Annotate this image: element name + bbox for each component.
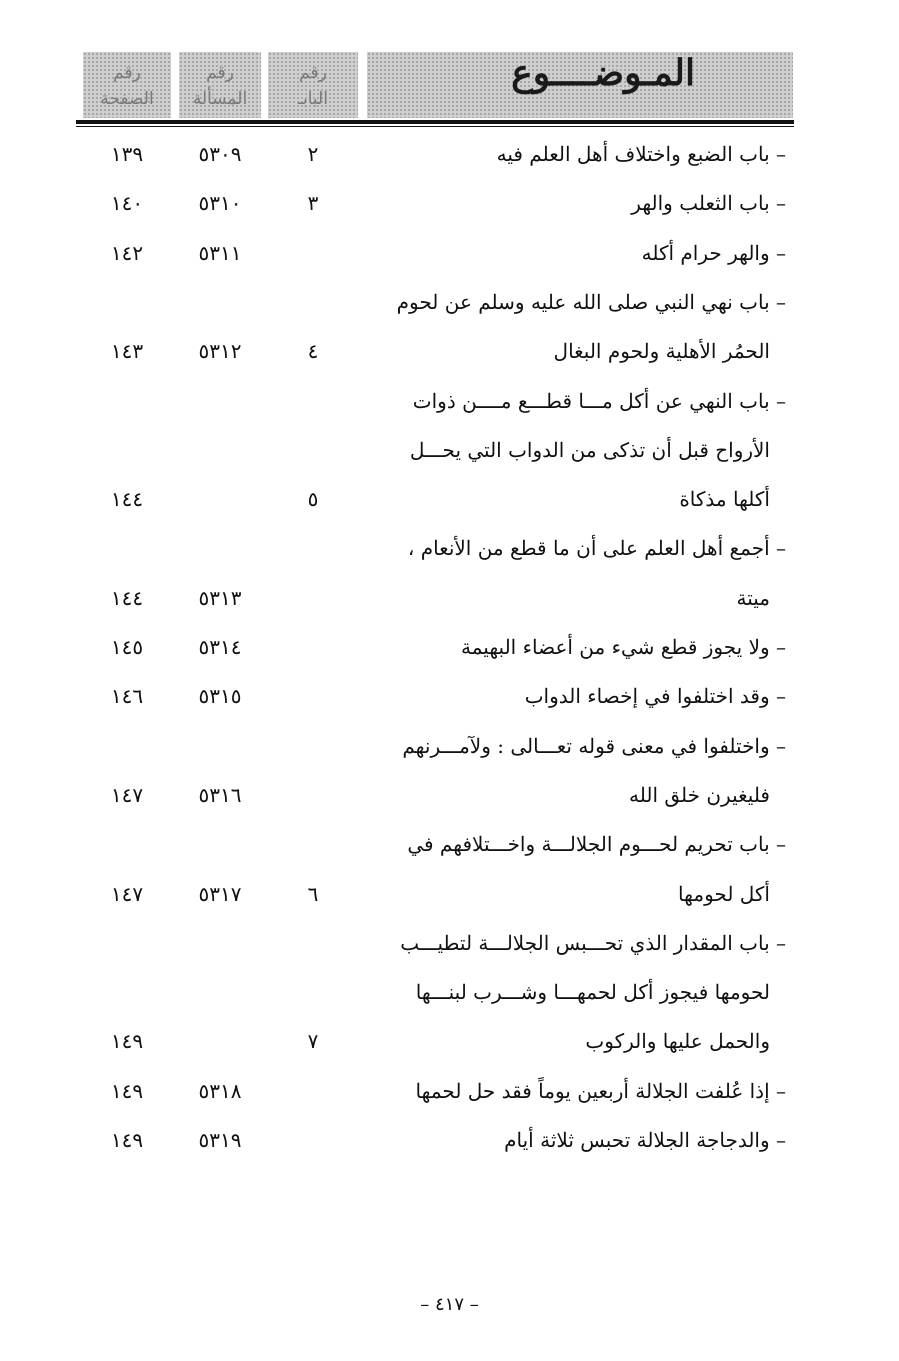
topic-line: – والدجاجة الجلالة تحبس ثلاثة أيام: [504, 1128, 786, 1152]
header-page-label-1: رقم: [113, 63, 141, 83]
topic-line: – باب الضبع واختلاف أهل العلم فيه: [496, 142, 786, 166]
header-issue-label-1: رقم: [206, 63, 234, 83]
page-number-cell: ١٤٩: [110, 1078, 144, 1103]
topic-line: الحمُر الأهلية ولحوم البغال: [553, 339, 770, 364]
page-number-cell: ١٤٤: [110, 585, 144, 610]
topic-line: ميتة: [736, 585, 770, 610]
header-issue-cell: [179, 52, 261, 118]
header-rule-thick: [76, 120, 794, 124]
issue-number: ٥٣١٦: [198, 782, 242, 807]
topic-line: فليغيرن خلق الله: [629, 782, 770, 807]
issue-number: ٥٣١١: [198, 240, 242, 265]
issue-number: ٥٣١٢: [198, 339, 242, 364]
page-number-cell: ١٤٤: [110, 487, 144, 512]
topic-line: – باب المقدار الذي تحـــبس الجلالـــة لتطيـــب: [400, 930, 786, 955]
issue-number: ٥٣١٤: [198, 635, 242, 659]
issue-number: ٥٣١٥: [198, 684, 242, 709]
page-number-cell: ١٣٩: [110, 142, 144, 166]
chapter-number: ٥: [307, 487, 319, 512]
header-page-cell: [83, 52, 171, 118]
page-number-cell: ١٤٩: [110, 1029, 144, 1054]
header-topic: المـوضــــوع: [511, 52, 695, 94]
topic-line: – باب النهي عن أكل مـــا قطـــع مــــن ذوات: [412, 388, 786, 413]
issue-number: ٥٣١٠: [198, 191, 242, 216]
topic-line: – والهر حرام أكله: [641, 240, 786, 265]
header-issue-label-2: المسألة: [192, 89, 248, 109]
page-number-cell: ١٤٧: [110, 782, 144, 807]
page-number-cell: ١٤٥: [110, 635, 144, 659]
chapter-number: ٢: [307, 142, 319, 166]
topic-line: – باب نهي النبي صلى الله عليه وسلم عن لحوم: [396, 289, 786, 314]
issue-number: ٥٣١٧: [198, 881, 242, 906]
header-page-label-2: الصفحة: [100, 89, 154, 109]
page-number-cell: ١٤٧: [110, 881, 144, 906]
topic-line: – ولا يجوز قطع شيء من أعضاء البهيمة: [461, 635, 786, 659]
header-chapter-label-2: البابـ: [298, 89, 328, 109]
issue-number: ٥٣٠٩: [198, 142, 242, 166]
topic-line: لحومها فيجوز أكل لحمهـــا وشـــرب لبنـــها: [415, 980, 770, 1005]
page-number-cell: ١٤٦: [110, 684, 144, 709]
page-number-cell: ١٤٠: [110, 191, 144, 216]
topic-line: أكلها مذكاة: [679, 487, 770, 512]
chapter-number: ٦: [307, 881, 319, 906]
topic-line: – إذا عُلفت الجلالة أربعين يوماً فقد حل لحمها: [415, 1078, 786, 1103]
issue-number: ٥٣١٩: [198, 1128, 242, 1152]
topic-line: الأرواح قبل أن تذكى من الدواب التي يحـــل: [409, 437, 770, 462]
issue-number: ٥٣١٨: [198, 1078, 242, 1103]
topic-line: – واختلفوا في معنى قوله تعـــالى : ولآمـــرنهم: [402, 733, 786, 758]
chapter-number: ٤: [307, 339, 319, 364]
page-number-cell: ١٤٢: [110, 240, 144, 265]
header-topic-cell: [367, 52, 793, 118]
topic-line: والحمل عليها والركوب: [585, 1029, 770, 1054]
page-number: – ٤١٧ –: [420, 1294, 479, 1315]
topic-line: أكل لحومها: [678, 881, 770, 906]
chapter-number: ٧: [307, 1029, 319, 1054]
header-chapter-cell: [268, 52, 358, 118]
page-number-cell: ١٤٣: [110, 339, 144, 364]
page-number-cell: ١٤٩: [110, 1128, 144, 1152]
header-chapter-label-1: رقم: [299, 63, 327, 83]
topic-line: – باب تحريم لحـــوم الجلالـــة واخـــتلافهم في: [407, 832, 786, 857]
issue-number: ٥٣١٣: [198, 585, 242, 610]
topic-line: – باب الثعلب والهر: [631, 191, 786, 216]
chapter-number: ٣: [307, 191, 319, 216]
topic-line: – أجمع أهل العلم على أن ما قطع من الأنعام ،: [407, 536, 786, 561]
topic-line: – وقد اختلفوا في إخصاء الدواب: [524, 684, 786, 709]
header-rule-thin: [76, 126, 794, 127]
